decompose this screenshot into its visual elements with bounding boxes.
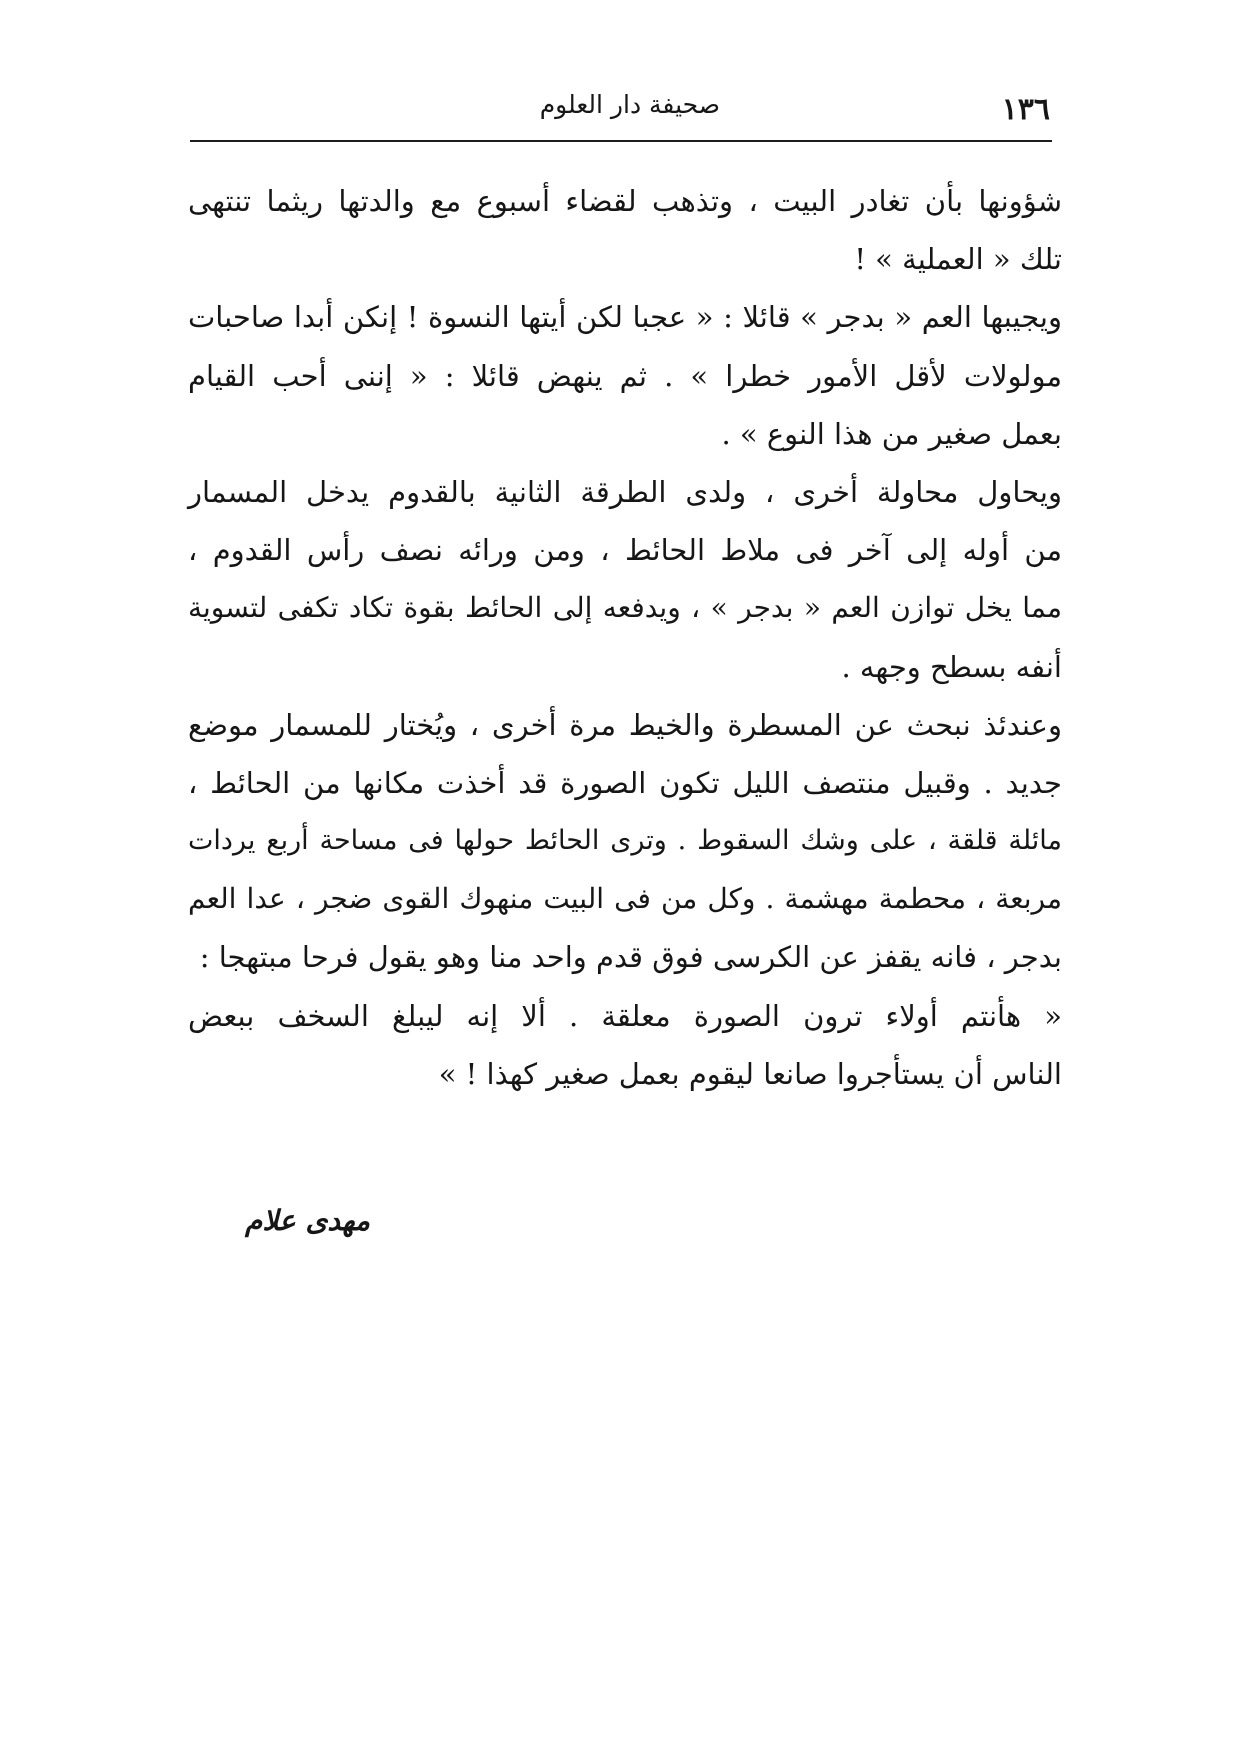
text-line: أنفه بسطح وجهه . [841,649,1062,684]
text-line: جديد . وقبيل منتصف الليل تكون الصورة قد أخذت مكانها من الحائط ، [188,765,1062,800]
text-line: مولولات لأقل الأمور خطرا » . ثم ينهض قائلا : « إننى أحب القيام [188,358,1062,393]
text-line: وعندئذ نبحث عن المسطرة والخيط مرة أخرى ، ويُختار للمسمار موضع [188,707,1062,742]
text-line: مائلة قلقة ، على وشك السقوط . وترى الحائط حولها فى مساحة أربع يردات [188,825,1062,857]
paragraph [188,288,1062,463]
text-line: ويحاول محاولة أخرى ، ولدى الطرقة الثانية بالقدوم يدخل المسمار [188,474,1062,509]
text-line: تلك « العملية » ! [854,242,1062,277]
text-line: بدجر ، فانه يقفز عن الكرسى فوق قدم واحد منا وهو يقول فرحا مبتهجا : [199,940,1062,975]
paragraph [188,696,1062,987]
paragraph [188,987,1062,1103]
text-line: مما يخل توازن العم « بدجر » ، ويدفعه إلى الحائط بقوة تكاد تكفى لتسوية [188,591,1062,625]
article-body [188,172,1062,1103]
paragraph [188,463,1062,696]
page-header [190,86,1050,134]
text-line: « هأنتم أولاء ترون الصورة معلقة . ألا إنه ليبلغ السخف ببعض [188,998,1062,1033]
text-line: بعمل صغير من هذا النوع » . [721,416,1062,451]
author-signature: مهدى علام [245,1204,371,1237]
running-title: صحيفة دار العلوم [539,90,720,119]
text-line: من أوله إلى آخر فى ملاط الحائط ، ومن ورائه نصف رأس القدوم ، [188,533,1062,568]
page-number: ١٣٦ [1001,92,1050,127]
paragraph [188,172,1062,288]
header-rule [190,140,1052,142]
text-line: شؤونها بأن تغادر البيت ، وتذهب لقضاء أسبوع مع والدتها ريثما تنتهى [188,184,1062,218]
text-line: ويجيبها العم « بدجر » قائلا : « عجبا لكن أيتها النسوة ! إنكن أبدا صاحبات [188,300,1062,335]
text-line: مربعة ، محطمة مهشمة . وكل من فى البيت منهوك القوى ضجر ، عدا العم [188,882,1062,916]
text-line: الناس أن يستأجروا صانعا ليقوم بعمل صغير كهذا ! » [438,1056,1062,1091]
